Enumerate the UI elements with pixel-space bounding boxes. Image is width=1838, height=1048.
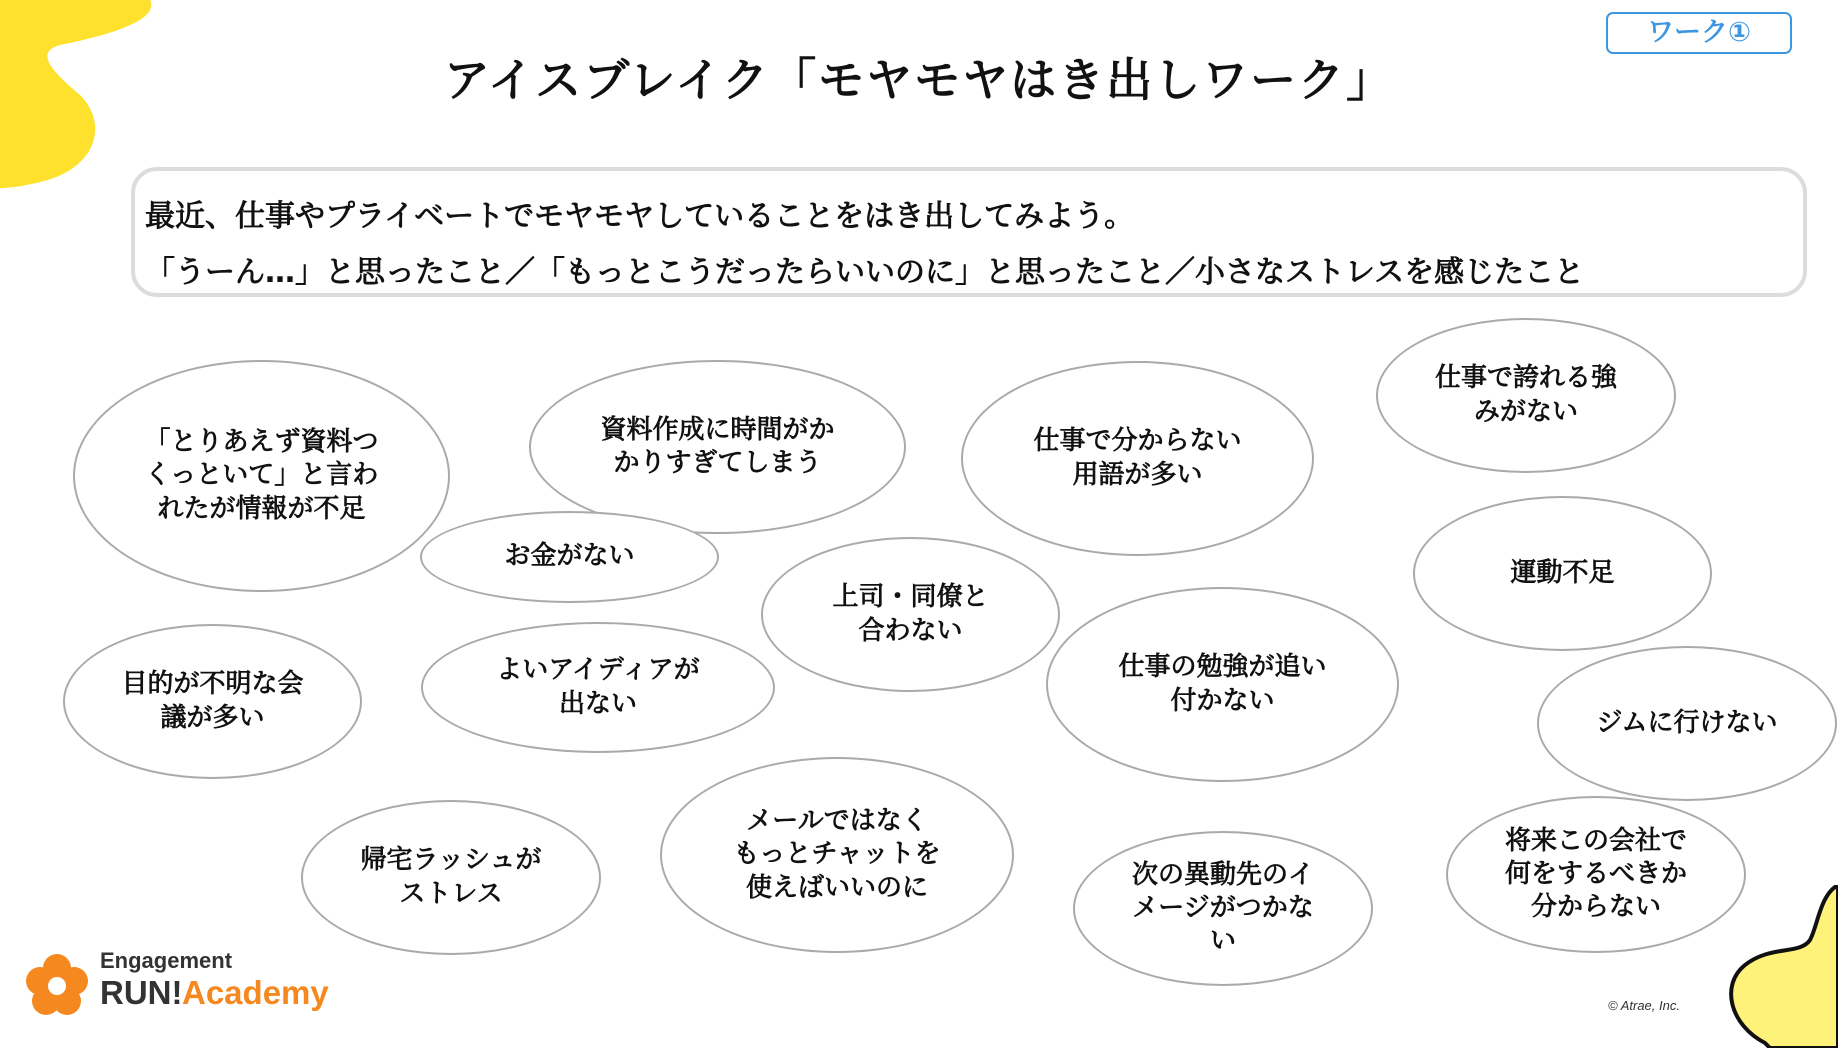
bubble-8: [63, 624, 362, 779]
bubble-7: [1413, 496, 1712, 651]
bubble-1: [73, 360, 450, 592]
logo-run-text: RUN!: [100, 974, 183, 1011]
bubble-text: 次の異動先のイ メージがつかな い: [1131, 859, 1314, 957]
bubble-text: 上司・同僚と 合わない: [832, 582, 989, 646]
bubble-12: [301, 800, 601, 955]
bubble-10: [1046, 587, 1399, 782]
bubble-text: 将来この会社で 何をするべきか 分からない: [1504, 825, 1687, 923]
bubble-text: お金がない: [504, 541, 635, 572]
instruction-box: [131, 167, 1807, 297]
bubble-5: [1376, 318, 1676, 473]
bubble-text: 仕事の勉強が追い 付かない: [1118, 652, 1327, 716]
instruction-line-1: 最近、仕事やプライベートでモヤモヤしていることをはき出してみよう。: [145, 199, 1135, 234]
bubble-13: [660, 757, 1014, 953]
work-number-badge: ワーク①: [1606, 12, 1792, 54]
bubble-text: ジムに行けない: [1596, 707, 1778, 738]
bubble-text: 仕事で分からない 用語が多い: [1033, 426, 1242, 490]
bubble-text: 運動不足: [1510, 557, 1615, 588]
bubble-text: メールではなく もっとチャットを 使えばいいのに: [733, 806, 941, 903]
flower-logo-icon: [26, 954, 88, 1016]
bubble-4: [961, 361, 1314, 556]
logo-academy-text: Academy: [182, 974, 329, 1011]
bubble-15: [1446, 796, 1746, 953]
bubble-text: 仕事で誇れる強 みがない: [1434, 363, 1617, 427]
instruction-line-2: 「うーん…」と思ったこと／「もっとこうだったらいいのに」と思ったこと／小さなストレスを感じたこと: [145, 255, 1585, 290]
bubble-text: 「とりあえず資料つ くっといて」と言わ れたが情報が不足: [144, 427, 379, 524]
bubble-text: 帰宅ラッシュが ストレス: [360, 845, 542, 909]
bubble-text: よいアイディアが 出ない: [496, 655, 700, 719]
bubble-14: [1073, 831, 1373, 986]
bubble-3: [420, 511, 719, 603]
bubble-6: [761, 537, 1060, 692]
bubble-9: [421, 622, 775, 753]
bubble-2: [529, 360, 906, 534]
bubble-text: 目的が不明な会 議が多い: [121, 669, 304, 733]
logo-engagement-text: Engagement: [100, 948, 233, 973]
copyright: © Atrae, Inc.: [1608, 998, 1680, 1013]
bubble-text: 資料作成に時間がか かりすぎてしまう: [600, 414, 835, 478]
page-title: アイスブレイク「モヤモヤはき出しワーク」: [443, 53, 1395, 107]
bubble-11: [1537, 646, 1837, 801]
